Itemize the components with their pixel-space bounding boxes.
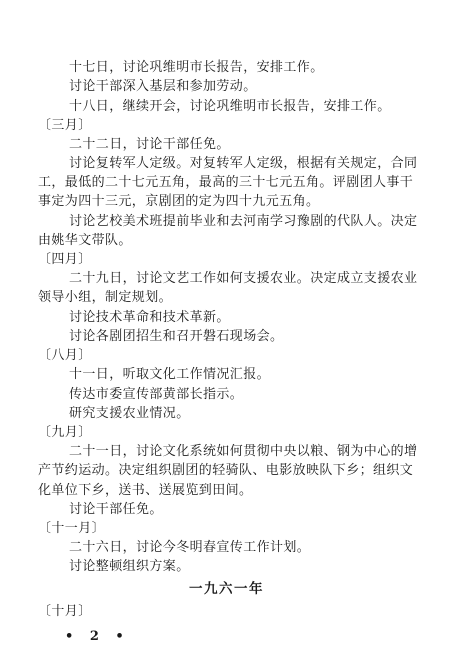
month-heading: 〔九月〕 — [38, 425, 92, 440]
text-line: 传达市委宣传部黄部长指示。 — [69, 387, 244, 402]
text-line: 十八日，继续开会，讨论巩维明市长报告，安排工作。 — [69, 99, 391, 114]
month-heading: 〔八月〕 — [38, 348, 92, 363]
text-line: 研究支援农业情况。 — [69, 406, 190, 421]
text-line: 讨论干部深入基层和参加劳动。 — [69, 79, 257, 94]
text-line: 二十九日，讨论文艺工作如何支援农业。决定成立支援农业 — [69, 271, 418, 286]
text-line: 讨论复转军人定级。对复转军人定级，根据有关规定，合同 — [69, 156, 418, 171]
text-line: 讨论技术革命和技术革新。 — [69, 310, 230, 325]
text-line: 二十二日，讨论干部任免。 — [69, 137, 230, 152]
text-line: 化单位下乡，送书、送展览到田间。 — [38, 483, 253, 498]
text-line: 工，最低的二十七元五角，最高的三十七元五角。评剧团人事干 — [38, 175, 414, 190]
text-line: 事定为四十三元，京剧团的定为四十九元五角。 — [38, 194, 320, 209]
text-line: 领导小组，制定规划。 — [38, 290, 173, 305]
text-line: 讨论各剧团招生和召开磐石现场会。 — [69, 329, 284, 344]
text-line: 产节约运动。决定组织剧团的轻骑队、电影放映队下乡；组织文 — [38, 463, 414, 478]
text-line: 讨论干部任免。 — [69, 502, 163, 517]
month-heading: 〔十一月〕 — [38, 521, 106, 536]
month-heading: 〔三月〕 — [38, 118, 92, 133]
page-number: • 2 • — [65, 629, 130, 644]
text-line: 十七日，讨论巩维明市长报告，安排工作。 — [69, 60, 324, 75]
text-line: 二十一日，讨论文化系统如何贯彻中央以粮、钢为中心的增 — [69, 444, 418, 459]
text-line: 十一日，听取文化工作情况汇报。 — [69, 367, 271, 382]
text-line: 二十六日，讨论今冬明春宣传工作计划。 — [69, 540, 311, 555]
text-line: 由姚华文带队。 — [38, 233, 132, 248]
text-line: 讨论整顿组织方案。 — [69, 559, 190, 574]
month-heading: 〔四月〕 — [38, 252, 92, 267]
month-heading: 〔十月〕 — [38, 604, 92, 619]
year-heading: 一九六一年 — [189, 581, 264, 597]
text-line: 讨论艺校美术班提前毕业和去河南学习豫剧的代队人。决定 — [69, 214, 418, 229]
